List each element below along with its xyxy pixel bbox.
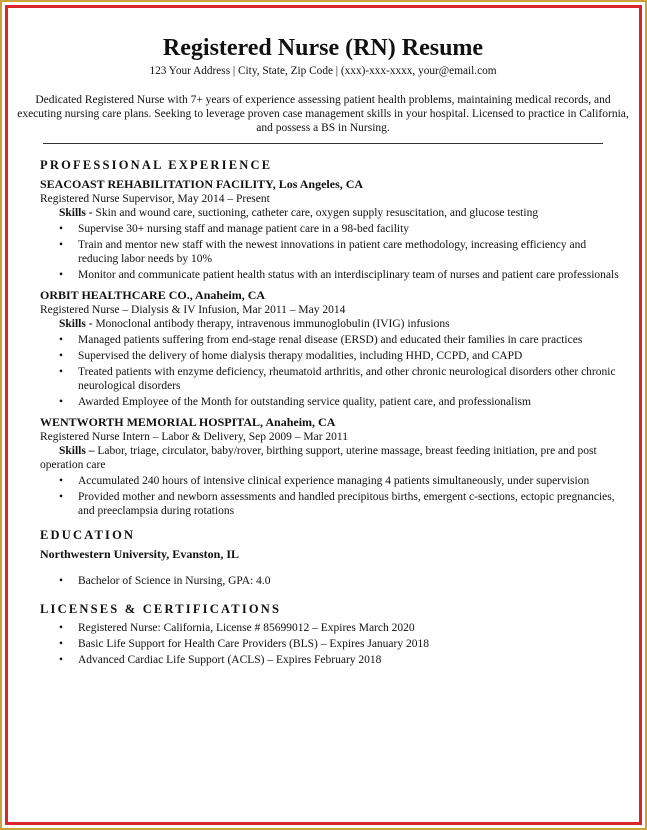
licenses-bullets xyxy=(13,621,633,667)
section-heading-licenses: LICENSES & CERTIFICATIONS xyxy=(40,602,282,616)
bullet-text: Awarded Employee of the Month for outstanding service quality, patient care, and professionalism xyxy=(78,396,531,408)
job-entry xyxy=(40,177,633,282)
list-item xyxy=(59,333,633,347)
bullet-icon: • xyxy=(59,269,64,281)
list-item xyxy=(59,490,633,518)
skills-text: Skin and wound care, suctioning, catheter care, oxygen supply resuscitation, and glucose testing xyxy=(92,207,539,219)
list-item xyxy=(59,365,633,393)
education-school: Northwestern University, Evanston, IL xyxy=(40,547,240,561)
resume-document xyxy=(13,34,633,669)
job-organization: ORBIT HEALTHCARE CO., Anaheim, CA xyxy=(40,288,266,302)
bullet-text: Provided mother and newborn assessments and handled precipitous births, emergent c-sections, ectopic pregnancies, and preeclampsia during rotations xyxy=(78,491,615,517)
bullet-text: Basic Life Support for Health Care Providers (BLS) – Expires January 2018 xyxy=(78,638,429,650)
job-skills xyxy=(40,317,633,331)
bullet-text: Supervise 30+ nursing staff and manage patient care in a 98-bed facility xyxy=(78,223,410,235)
job-role: Registered Nurse Intern – Labor & Delivery, Sep 2009 – Mar 2011 xyxy=(40,431,348,443)
bullet-icon: • xyxy=(59,622,64,634)
bullet-text: Advanced Cardiac Life Support (ACLS) – Expires February 2018 xyxy=(78,654,382,666)
job-entry xyxy=(40,288,633,409)
skills-label: Skills - xyxy=(59,207,93,219)
skills-label: Skills - xyxy=(59,318,93,330)
bullet-icon: • xyxy=(59,366,64,378)
experience-list xyxy=(13,177,633,518)
bullet-text: Supervised the delivery of home dialysis therapy modalities, including HHD, CCPD, and CAPD xyxy=(78,350,523,362)
list-item xyxy=(59,474,633,488)
job-role: Registered Nurse – Dialysis & IV Infusion, Mar 2011 – May 2014 xyxy=(40,304,346,316)
list-item xyxy=(59,574,633,588)
job-organization: WENTWORTH MEMORIAL HOSPITAL, Anaheim, CA xyxy=(40,415,336,429)
job-skills xyxy=(40,206,633,220)
list-item xyxy=(59,637,633,651)
bullet-icon: • xyxy=(59,638,64,650)
job-organization: SEACOAST REHABILITATION FACILITY, Los Angeles, CA xyxy=(40,177,364,191)
divider xyxy=(43,143,603,144)
education-bullets xyxy=(13,574,633,588)
bullet-icon: • xyxy=(59,223,64,235)
bullet-icon: • xyxy=(59,396,64,408)
list-item xyxy=(59,621,633,635)
bullet-text: Train and mentor new staff with the newest innovations in patient care methodology, increasing efficiency and reducing labor needs by 10% xyxy=(78,239,587,265)
job-bullets xyxy=(13,474,633,518)
job-bullets xyxy=(13,333,633,409)
bullet-text: Registered Nurse: California, License # 85699012 – Expires March 2020 xyxy=(78,622,415,634)
list-item xyxy=(59,349,633,363)
resume-title: Registered Nurse (RN) Resume xyxy=(162,35,484,61)
bullet-icon: • xyxy=(59,491,64,503)
skills-text: Monoclonal antibody therapy, intravenous immunoglobulin (IVIG) infusions xyxy=(92,318,450,330)
job-bullets xyxy=(13,222,633,282)
job-role: Registered Nurse Supervisor, May 2014 – Present xyxy=(40,193,270,205)
skills-label: Skills – xyxy=(59,445,95,457)
list-item xyxy=(59,222,633,236)
list-item xyxy=(59,653,633,667)
bullet-text: Monitor and communicate patient health status with an interdisciplinary team of nurses and patient care professionals xyxy=(78,269,619,281)
bullet-icon: • xyxy=(59,239,64,251)
bullet-icon: • xyxy=(59,475,64,487)
job-skills xyxy=(40,444,633,472)
bullet-icon: • xyxy=(59,654,64,666)
list-item xyxy=(59,238,633,266)
list-item xyxy=(59,268,633,282)
bullet-icon: • xyxy=(59,350,64,362)
list-item xyxy=(59,395,633,409)
skills-text: Labor, triage, circulator, baby/rover, birthing support, uterine massage, breast feeding initiation, pre and post operation care xyxy=(40,445,597,471)
bullet-text: Treated patients with enzyme deficiency, rheumatoid arthritis, and other chronic neurological disorders other chronic neurological disorders xyxy=(78,366,616,392)
contact-line: 123 Your Address | City, State, Zip Code | (xxx)-xxx-xxxx, your@email.com xyxy=(149,65,497,77)
section-heading-experience: PROFESSIONAL EXPERIENCE xyxy=(40,158,273,172)
bullet-text: Bachelor of Science in Nursing, GPA: 4.0 xyxy=(78,575,271,587)
section-heading-education: EDUCATION xyxy=(40,528,136,542)
job-entry xyxy=(40,415,633,518)
bullet-icon: • xyxy=(59,334,64,346)
summary-paragraph: Dedicated Registered Nurse with 7+ years of experience assessing patient health problems, maintaining medical records, and executing nursing care plans. Seeking to leverage proven case management skills in your hospital. Licensed to practice in California, and possess a BS in Nursing. xyxy=(17,94,629,134)
bullet-text: Managed patients suffering from end-stage renal disease (ERSD) and educated their families in care practices xyxy=(78,334,583,346)
bullet-icon: • xyxy=(59,575,64,587)
bullet-text: Accumulated 240 hours of intensive clinical experience managing 4 patients simultaneously, under supervision xyxy=(78,475,590,487)
